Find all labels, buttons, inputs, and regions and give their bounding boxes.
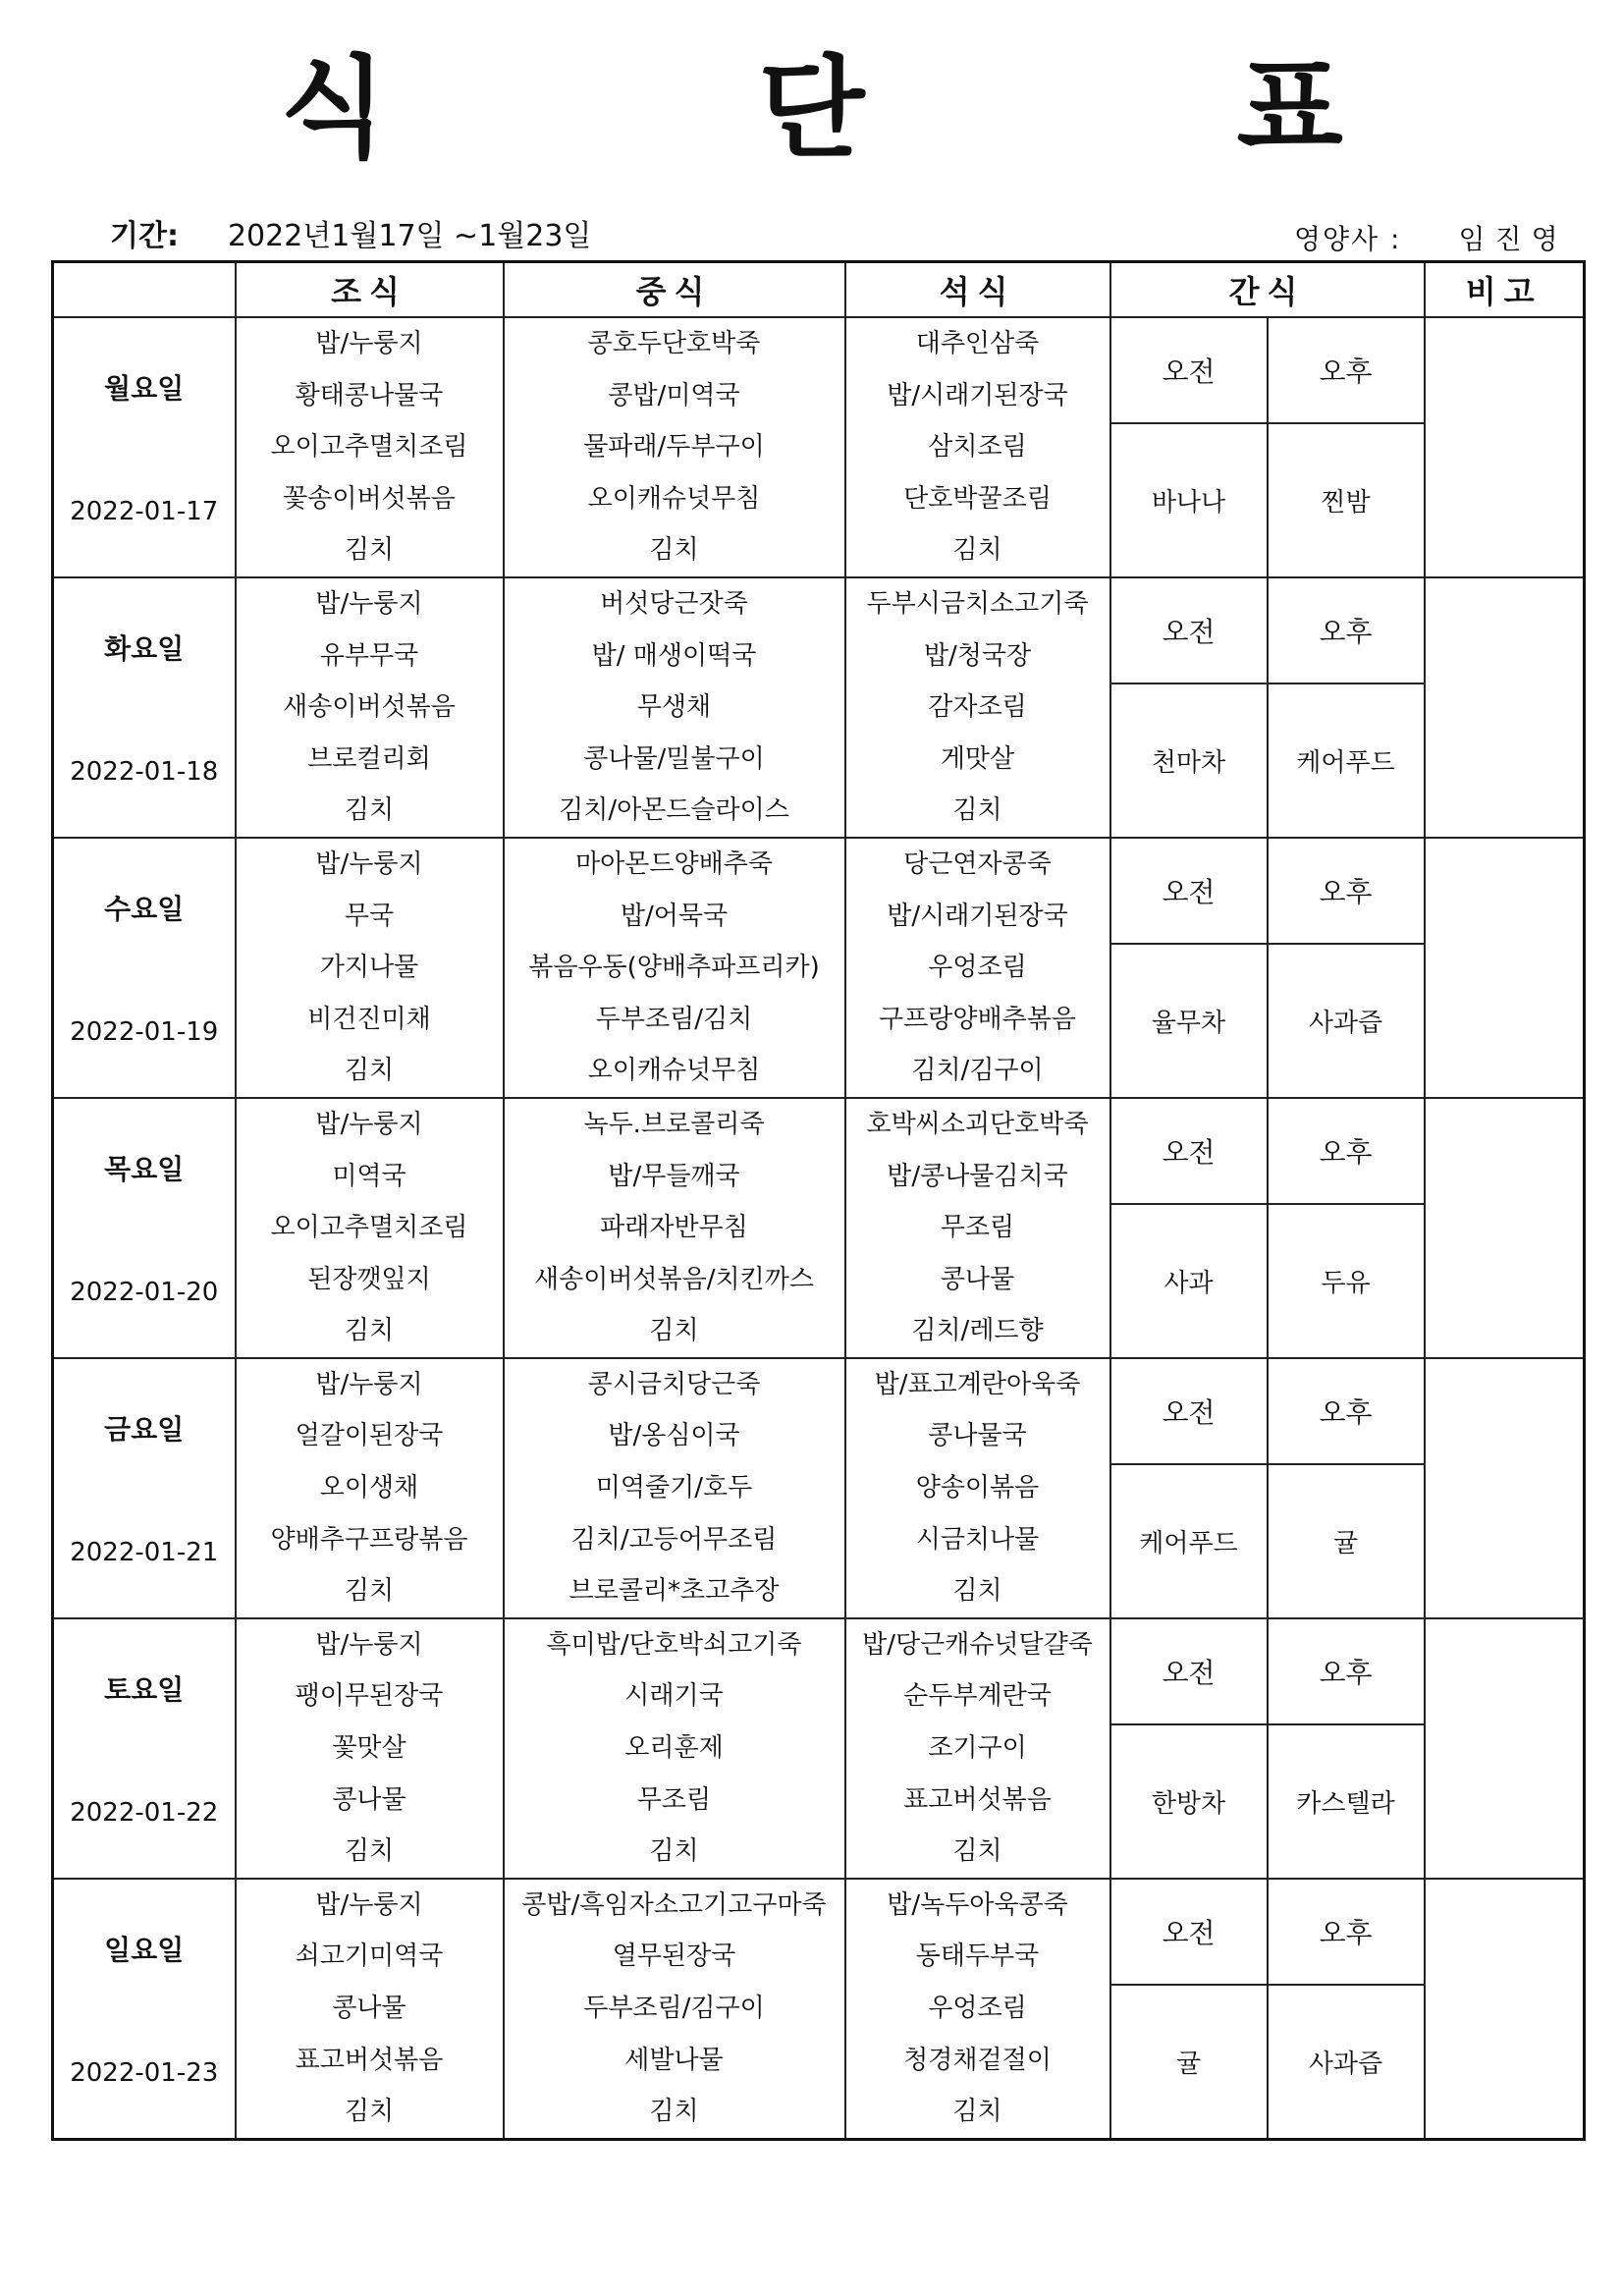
- dinner-items: [846, 1880, 1109, 2138]
- menu-item: 감자조림: [928, 692, 1027, 723]
- dietitian-name: 임진영: [1458, 223, 1568, 255]
- menu-item: 새송이버섯볶음: [283, 692, 456, 723]
- menu-item: 김치: [649, 2097, 699, 2127]
- menu-item: 김치: [952, 535, 1002, 566]
- menu-item: 오이캐슈넛무침: [587, 1056, 761, 1086]
- menu-item: 콩밥/미역국: [608, 380, 740, 410]
- menu-item: 밥/누룽지: [315, 848, 423, 879]
- snack-am: 귤: [1110, 1985, 1268, 2139]
- menu-item: 꽃송이버섯볶음: [283, 483, 456, 514]
- lunch-cell: [504, 1098, 845, 1358]
- menu-item: 밥/누룽지: [315, 1889, 423, 1920]
- menu-item: 무생채: [636, 692, 712, 723]
- header-breakfast: 조식: [236, 262, 504, 318]
- lunch-items: [505, 1099, 844, 1357]
- day-cell: [53, 1618, 236, 1879]
- menu-item: 오이고추멸치조림: [270, 432, 468, 463]
- day-date: 2022-01-19: [70, 1017, 219, 1048]
- menu-item: 양송이볶음: [915, 1473, 1040, 1503]
- lunch-items: [505, 318, 844, 576]
- day-date: 2022-01-23: [70, 2058, 219, 2089]
- dinner-items: [846, 1359, 1109, 1617]
- snack-am: 율무차: [1110, 944, 1268, 1098]
- dinner-cell: [845, 317, 1110, 577]
- menu-item: 김치: [952, 1836, 1002, 1867]
- page-title: 식 단 표: [280, 45, 1510, 173]
- menu-item: 밥/누룽지: [315, 588, 423, 619]
- breakfast-items: [237, 1099, 503, 1357]
- menu-item: 마아몬드양배추죽: [575, 848, 773, 879]
- snack-am: 한방차: [1110, 1724, 1268, 1879]
- dinner-items: [846, 578, 1109, 837]
- dinner-cell: [845, 1358, 1110, 1618]
- day-cell: [53, 577, 236, 838]
- menu-item: 순두부계란국: [903, 1681, 1052, 1712]
- dinner-items: [846, 318, 1109, 576]
- menu-item: 쇠고기미역국: [295, 1941, 444, 1972]
- menu-item: 흑미밥/단호박쇠고기죽: [546, 1629, 802, 1660]
- header-day: [53, 262, 236, 318]
- menu-item: 구프랑양배추볶음: [879, 1004, 1076, 1034]
- breakfast-cell: [236, 1358, 504, 1618]
- menu-item: 콩호두단호박죽: [587, 329, 761, 358]
- day-name: 금요일: [104, 1413, 185, 1447]
- snack-pm: 사과즙: [1268, 944, 1425, 1098]
- menu-item: 김치/고등어무조림: [570, 1524, 778, 1555]
- menu-item: 김치/레드향: [911, 1316, 1044, 1346]
- menu-item: 얼갈이된장국: [295, 1421, 444, 1451]
- menu-item: 시래기국: [624, 1681, 724, 1712]
- period: [110, 211, 591, 254]
- menu-item: 버섯당근잣죽: [600, 588, 748, 619]
- day-name: 수요일: [104, 893, 185, 926]
- menu-item: 밥/시래기된장국: [887, 901, 1068, 931]
- day-row: [53, 577, 1585, 683]
- menu-item: 청경채겉절이: [903, 2045, 1052, 2075]
- snack-am: 바나나: [1110, 423, 1268, 577]
- menu-item: 시금치나물: [915, 1524, 1040, 1555]
- snack-pm-label: 오후: [1268, 1358, 1425, 1464]
- lunch-items: [505, 1880, 844, 2138]
- header-lunch: 중식: [504, 262, 845, 318]
- day-cell: [53, 1098, 236, 1358]
- menu-item: 김치: [649, 1316, 699, 1346]
- day-date: 2022-01-17: [70, 497, 219, 527]
- menu-item: 밥/누룽지: [315, 329, 423, 358]
- note-cell: [1425, 317, 1585, 577]
- day-row: [53, 1879, 1585, 1985]
- dietitian-label: 영양사 :: [1294, 223, 1402, 255]
- menu-item: 밥/녹두아욱콩죽: [887, 1889, 1068, 1920]
- menu-item: 당근연자콩죽: [903, 848, 1052, 879]
- menu-item: 무국: [344, 901, 395, 931]
- snack-pm: 찐밤: [1268, 423, 1425, 577]
- menu-item: 밥/ 매생이떡국: [591, 640, 757, 671]
- day-date: 2022-01-20: [70, 1278, 219, 1308]
- dinner-items: [846, 1099, 1109, 1357]
- snack-pm-label: 오후: [1268, 838, 1425, 944]
- menu-item: 꽃맛살: [332, 1733, 406, 1764]
- day-name: 토요일: [104, 1673, 185, 1707]
- snack-pm-label: 오후: [1268, 317, 1425, 423]
- menu-item: 밥/누룽지: [315, 1629, 423, 1660]
- lunch-items: [505, 578, 844, 837]
- breakfast-items: [237, 1880, 503, 2138]
- day-date: 2022-01-18: [70, 757, 219, 788]
- breakfast-items: [237, 1359, 503, 1617]
- day-row: [53, 838, 1585, 944]
- snack-am: 천마차: [1110, 683, 1268, 838]
- breakfast-items: [237, 318, 503, 576]
- menu-item: 김치: [952, 795, 1002, 826]
- lunch-items: [505, 1359, 844, 1617]
- snack-am: 사과: [1110, 1204, 1268, 1358]
- period-label: 기간:: [110, 219, 179, 253]
- menu-item: 볶음우동(양배추파프리카): [528, 953, 820, 983]
- menu-item: 밥/어묵국: [620, 901, 729, 931]
- snack-pm: 사과즙: [1268, 1985, 1425, 2139]
- menu-item: 오이생채: [319, 1473, 419, 1503]
- menu-item: 동태두부국: [915, 1941, 1040, 1972]
- header-snack: 간식: [1110, 262, 1425, 318]
- menu-item: 삼치조림: [928, 432, 1027, 463]
- header-note: 비고: [1425, 262, 1585, 318]
- breakfast-cell: [236, 838, 504, 1098]
- menu-item: 브로콜리*초고추장: [568, 1576, 780, 1607]
- dinner-cell: [845, 1098, 1110, 1358]
- menu-item: 두부조림/김구이: [583, 1994, 765, 2023]
- snack-pm-label: 오후: [1268, 577, 1425, 683]
- dinner-cell: [845, 838, 1110, 1098]
- menu-item: 대추인삼죽: [915, 329, 1040, 358]
- breakfast-items: [237, 839, 503, 1097]
- lunch-items: [505, 839, 844, 1097]
- note-cell: [1425, 1098, 1585, 1358]
- lunch-cell: [504, 1618, 845, 1879]
- snack-am-label: 오전: [1110, 317, 1268, 423]
- snack-am-label: 오전: [1110, 838, 1268, 944]
- dinner-items: [846, 839, 1109, 1097]
- day-row: [53, 1358, 1585, 1464]
- menu-item: 김치: [344, 535, 395, 566]
- menu-item: 미역국: [332, 1161, 406, 1191]
- breakfast-cell: [236, 1098, 504, 1358]
- snack-am-label: 오전: [1110, 1618, 1268, 1724]
- menu-item: 밥/당근캐슈넛달걀죽: [862, 1629, 1093, 1660]
- menu-item: 오리훈제: [624, 1733, 724, 1764]
- lunch-cell: [504, 577, 845, 838]
- snack-pm-label: 오후: [1268, 1098, 1425, 1204]
- menu-item: 녹두.브로콜리죽: [583, 1109, 765, 1139]
- snack-am-label: 오전: [1110, 1098, 1268, 1204]
- snack-pm: 귤: [1268, 1464, 1425, 1618]
- menu-item: 김치: [649, 1836, 699, 1867]
- snack-pm: 두유: [1268, 1204, 1425, 1358]
- menu-item: 김치: [952, 2097, 1002, 2127]
- menu-item: 표고버섯볶음: [903, 1784, 1052, 1815]
- menu-item: 된장깻잎지: [307, 1264, 431, 1294]
- breakfast-cell: [236, 317, 504, 577]
- menu-item: 양배추구프랑볶음: [270, 1524, 468, 1555]
- menu-item: 호박씨소괴단호박죽: [866, 1109, 1089, 1139]
- menu-item: 김치/김구이: [911, 1056, 1044, 1086]
- menu-item: 열무된장국: [612, 1941, 736, 1972]
- snack-pm-label: 오후: [1268, 1879, 1425, 1985]
- day-cell: [53, 317, 236, 577]
- menu-item: 팽이무된장국: [295, 1681, 444, 1712]
- snack-am: 케어푸드: [1110, 1464, 1268, 1618]
- dietitian: [1294, 218, 1568, 257]
- snack-am-label: 오전: [1110, 577, 1268, 683]
- menu-item: 물파래/두부구이: [583, 432, 765, 463]
- menu-table: [51, 260, 1586, 2141]
- snack-pm: 카스텔라: [1268, 1724, 1425, 1879]
- menu-item: 김치: [344, 1576, 395, 1607]
- menu-item: 콩나물: [332, 1784, 406, 1815]
- day-name: 일요일: [104, 1934, 185, 1967]
- menu-item: 게맛살: [940, 743, 1015, 774]
- menu-item: 오이고추멸치조림: [270, 1213, 468, 1243]
- note-cell: [1425, 1879, 1585, 2139]
- menu-item: 새송이버섯볶음/치킨까스: [533, 1264, 815, 1294]
- menu-item: 조기구이: [928, 1733, 1027, 1764]
- menu-item: 무조림: [636, 1784, 712, 1815]
- dinner-cell: [845, 1618, 1110, 1879]
- menu-item: 밥/시래기된장국: [887, 380, 1068, 410]
- day-name: 월요일: [104, 372, 185, 406]
- menu-item: 미역줄기/호두: [595, 1473, 753, 1503]
- breakfast-items: [237, 578, 503, 837]
- snack-pm-label: 오후: [1268, 1618, 1425, 1724]
- lunch-cell: [504, 838, 845, 1098]
- menu-item: 밥/청국장: [923, 640, 1032, 671]
- menu-item: 밥/무들깨국: [608, 1161, 740, 1191]
- menu-item: 파래자반무침: [600, 1213, 748, 1243]
- menu-item: 유부무국: [319, 640, 419, 671]
- snack-pm: 케어푸드: [1268, 683, 1425, 838]
- menu-item: 두부시금치소고기죽: [866, 588, 1089, 619]
- day-name: 목요일: [104, 1153, 185, 1186]
- menu-item: 김치: [344, 1056, 395, 1086]
- menu-item: 김치: [344, 2097, 395, 2127]
- menu-item: 김치: [952, 1576, 1002, 1607]
- day-cell: [53, 1879, 236, 2139]
- day-date: 2022-01-22: [70, 1798, 219, 1829]
- day-date: 2022-01-21: [70, 1538, 219, 1568]
- menu-item: 밥/표고계란아욱죽: [874, 1369, 1081, 1399]
- menu-item: 무조림: [940, 1213, 1015, 1243]
- menu-item: 김치/아몬드슬라이스: [559, 795, 789, 826]
- lunch-items: [505, 1619, 844, 1878]
- menu-item: 우엉조림: [928, 1994, 1027, 2023]
- menu-item: 밥/누룽지: [315, 1369, 423, 1399]
- menu-item: 가지나물: [319, 953, 419, 983]
- day-cell: [53, 838, 236, 1098]
- day-row: [53, 1618, 1585, 1724]
- period-value: 2022년1월17일 ~1월23일: [227, 219, 592, 253]
- menu-item: 밥/콩나물김치국: [887, 1161, 1068, 1191]
- note-cell: [1425, 1358, 1585, 1618]
- menu-item: 콩나물국: [928, 1421, 1027, 1451]
- note-cell: [1425, 1618, 1585, 1879]
- menu-item: 비건진미채: [307, 1004, 431, 1034]
- menu-item: 세발나물: [624, 2045, 724, 2075]
- day-row: [53, 1098, 1585, 1204]
- menu-item: 두부조림/김치: [595, 1004, 753, 1034]
- menu-item: 표고버섯볶음: [295, 2045, 444, 2075]
- dinner-items: [846, 1619, 1109, 1878]
- lunch-cell: [504, 317, 845, 577]
- menu-item: 콩나물: [940, 1264, 1015, 1294]
- day-name: 화요일: [104, 632, 185, 666]
- menu-item: 황태콩나물국: [295, 380, 444, 410]
- dinner-cell: [845, 577, 1110, 838]
- breakfast-cell: [236, 1618, 504, 1879]
- menu-item: 밥/누룽지: [315, 1109, 423, 1139]
- menu-item: 김치: [344, 795, 395, 826]
- menu-item: 콩나물/밀불구이: [583, 743, 765, 774]
- menu-item: 콩시금치당근죽: [587, 1369, 761, 1399]
- breakfast-cell: [236, 1879, 504, 2139]
- menu-item: 밥/옹심이국: [608, 1421, 740, 1451]
- menu-item: 콩나물: [332, 1994, 406, 2023]
- menu-item: 우엉조림: [928, 953, 1027, 983]
- lunch-cell: [504, 1879, 845, 2139]
- menu-item: 단호박꿀조림: [903, 483, 1052, 514]
- menu-item: 브로컬리회: [307, 743, 431, 774]
- snack-am-label: 오전: [1110, 1358, 1268, 1464]
- menu-item: 김치: [344, 1316, 395, 1346]
- menu-item: 콩밥/흑임자소고기고구마죽: [521, 1889, 827, 1920]
- lunch-cell: [504, 1358, 845, 1618]
- header-dinner: 석식: [845, 262, 1110, 318]
- day-row: [53, 317, 1585, 423]
- menu-item: 김치: [649, 535, 699, 566]
- dinner-cell: [845, 1879, 1110, 2139]
- breakfast-items: [237, 1619, 503, 1878]
- note-cell: [1425, 577, 1585, 838]
- day-cell: [53, 1358, 236, 1618]
- note-cell: [1425, 838, 1585, 1098]
- header-row: [53, 262, 1585, 318]
- snack-am-label: 오전: [1110, 1879, 1268, 1985]
- menu-item: 오이캐슈넛무침: [587, 483, 761, 514]
- breakfast-cell: [236, 577, 504, 838]
- menu-item: 김치: [344, 1836, 395, 1867]
